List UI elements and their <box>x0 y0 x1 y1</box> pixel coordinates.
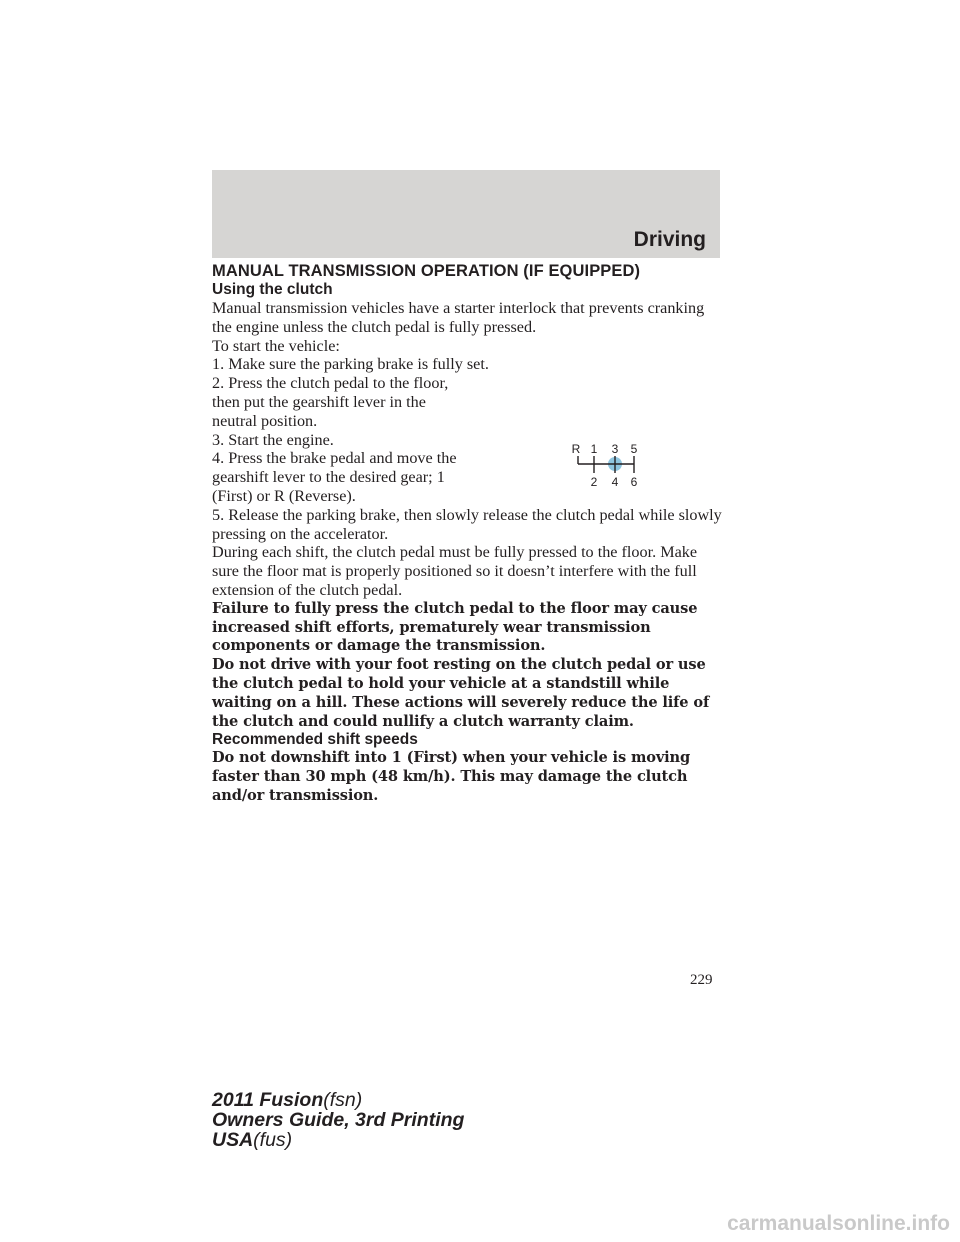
during-shift-paragraph: During each shift, the clutch pedal must be fully pressed to the floor. Make sure the floor mat is properly positioned so it doesn’t interfere with the full extension of the clutch pedal. <box>212 543 698 599</box>
gear-label-5: 5 <box>630 442 638 456</box>
gear-label-3: 3 <box>611 442 619 456</box>
gearshift-pattern-diagram <box>560 440 660 492</box>
step-2: 2. Press the clutch pedal to the floor, then put the gearshift lever in the neutral position. <box>212 374 449 430</box>
footer-model: 2011 Fusion <box>212 1089 324 1111</box>
step-4: 4. Press the brake pedal and move the gearshift lever to the desired gear; 1 (First) or R (Reverse). <box>212 449 457 505</box>
subheading-using-clutch: Using the clutch <box>212 281 333 298</box>
step-5: 5. Release the parking brake, then slowly release the clutch pedal while slowly pressing on the accelerator. <box>212 505 722 543</box>
warning-downshift: Do not downshift into 1 (First) when your vehicle is moving faster than 30 mph (48 km/h). This may damage the clutch and/or transmission. <box>212 749 691 804</box>
gear-label-6: 6 <box>630 475 638 489</box>
page-title: MANUAL TRANSMISSION OPERATION (IF EQUIPPED) <box>212 262 641 280</box>
footer-model-code: (fsn) <box>323 1089 363 1111</box>
page-content <box>212 262 722 806</box>
warning-foot-resting: Do not drive with your foot resting on the clutch pedal or use the clutch pedal to hold your vehicle at a standstill while waiting on a hill. These actions will severely reduce the life of the clutch and could nullify a clutch warranty claim. <box>212 656 710 730</box>
footer-market: USA <box>212 1129 254 1151</box>
section-header-bar <box>212 170 720 258</box>
intro-paragraph: Manual transmission vehicles have a starter interlock that prevents cranking the engine unless the clutch pedal is fully pressed. <box>212 299 705 336</box>
step-3: 3. Start the engine. <box>212 430 334 449</box>
step-1: 1. Make sure the parking brake is fully set. <box>212 355 489 374</box>
gear-label-r: R <box>571 442 581 456</box>
gear-label-4: 4 <box>611 475 619 489</box>
gear-label-2: 2 <box>590 475 598 489</box>
site-watermark: carmanualsonline.info <box>727 1212 950 1235</box>
warning-clutch-floor: Failure to fully press the clutch pedal to the floor may cause increased shift efforts, prematurely wear transmission components or damage the transmission. <box>212 599 698 655</box>
to-start-paragraph: To start the vehicle: <box>212 336 340 355</box>
document-footer <box>212 1090 464 1150</box>
page-number: 229 <box>690 972 713 988</box>
gear-label-1: 1 <box>590 442 598 456</box>
footer-market-code: (fus) <box>253 1129 293 1151</box>
subheading-shift-speeds: Recommended shift speeds <box>212 731 418 749</box>
section-title: Driving <box>633 228 706 251</box>
footer-guide-edition: Owners Guide, 3rd Printing <box>212 1109 465 1131</box>
